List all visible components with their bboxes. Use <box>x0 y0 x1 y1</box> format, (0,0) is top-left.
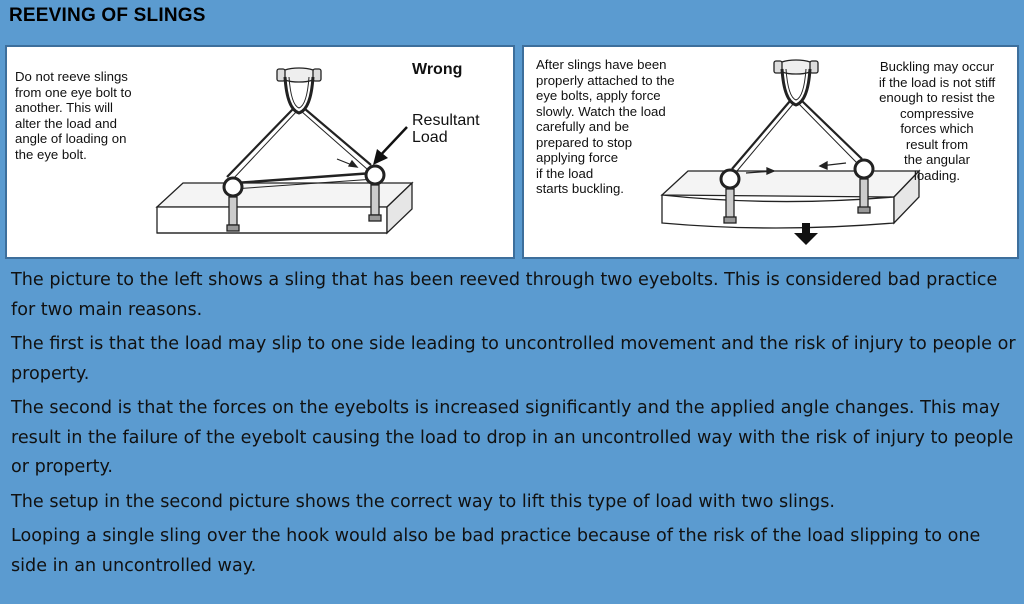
left-instruction-text: Do not reeve slings from one eye bolt to another. This will alter the load and angle of loading on the eye bolt. <box>15 69 132 162</box>
wrong-label: Wrong <box>412 61 463 78</box>
right-instruction-text: After slings have been properly attached to the eye bolts, apply force slowly. Watch the load carefully and be prepared to stop applying force if the load starts buckling. <box>536 57 675 196</box>
paragraph: The first is that the load may slip to one side leading to uncontrolled movement and the risk of injury to people or property. <box>11 334 1016 384</box>
paragraph: The setup in the second picture shows the correct way to lift this type of load with two slings. <box>11 491 835 512</box>
wrong-reeving-diagram <box>5 45 515 259</box>
paragraph: The picture to the left shows a sling that has been reeved through two eyebolts. This is considered bad practice for two main reasons. <box>11 270 998 320</box>
page-title: REEVING OF SLINGS <box>9 5 206 26</box>
buckling-note-text: Buckling may occur if the load is not stiff enough to resist the compressive forces which result from the angular loading. <box>878 59 996 183</box>
explanation-text <box>11 266 1016 586</box>
paragraph: The second is that the forces on the eyebolts is increased significantly and the applied angle changes. This may result in the failure of the eyebolt causing the load to drop in an uncontrolled way with the risk of injury to people or property. <box>11 398 1014 477</box>
correct-rigging-diagram <box>522 45 1019 259</box>
resultant-load-label: Resultant Load <box>412 112 480 146</box>
paragraph: Looping a single sling over the hook would also be bad practice because of the risk of the load slipping to one side in an uncontrolled way. <box>11 526 981 576</box>
